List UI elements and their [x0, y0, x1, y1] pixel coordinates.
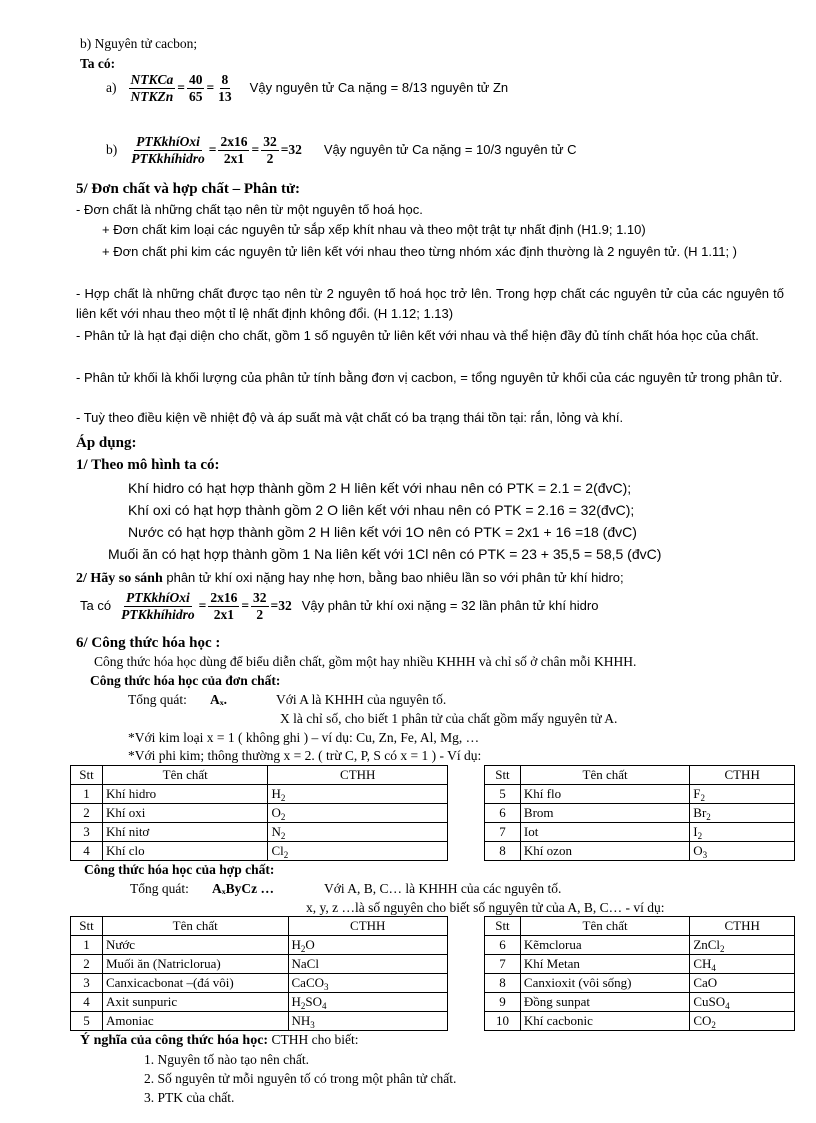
cell-cthh	[690, 804, 795, 823]
heading-so-sanh-bold: 2/ Hãy so sánh	[76, 571, 163, 586]
formula-symbol: SO	[305, 994, 323, 1009]
formula-subscript: 4	[725, 1001, 730, 1011]
cell-ten-chat: Nước	[102, 936, 288, 955]
cell-cthh	[288, 1012, 448, 1031]
heading-y-nghia-rest: CTHH cho biết:	[268, 1032, 359, 1047]
section-5-heading: 5/ Đơn chất và hợp chất – Phân tử:	[76, 181, 300, 197]
fraction-den: 2	[266, 150, 274, 166]
cell-cthh	[690, 1012, 795, 1031]
cell-ten-chat: Khí flo	[520, 785, 689, 804]
text-xyz: x, y, z …là số nguyên cho biết số nguyên tử của A, B, C… - ví dụ:	[306, 900, 665, 915]
cell-ten-chat: Amoniac	[102, 1012, 288, 1031]
formula-subscript: 2	[706, 812, 711, 822]
formula-subscript: 2	[300, 1001, 306, 1011]
line-muoi-an: Muối ăn có hạt hợp thành gồm 1 Na liên kết với 1Cl nên có PTK = 23 + 35,5 = 58,5 (đvC)	[108, 546, 662, 562]
cell-ten-chat: Muối ăn (Natriclorua)	[102, 955, 288, 974]
formula-symbol: O	[271, 805, 281, 820]
equation-c-result: =32	[270, 597, 292, 613]
cell-stt: 5	[485, 785, 521, 804]
table-header-row	[485, 917, 795, 936]
heading-b-cacbon: b) Nguyên tử cacbon;	[80, 36, 198, 51]
cell-cthh	[690, 842, 795, 861]
equation-b: b) $\frac{\text{PTKkhíOxi}}{\text{PTKkhíhidro}}$ = $\frac{2x16}{2x1}$ = $\frac{32}{2}$ =32 Vậy nguyên tử Ca nặng = 10/3 nguyên tử C	[106, 134, 577, 166]
equation-c-text: Vậy phân tử khí oxi nặng = 32 lần phân tử khí hidro	[301, 598, 599, 614]
formula-subscript: 3	[324, 982, 329, 992]
header-cthh: CTHH	[288, 917, 448, 936]
formula-symbol: H	[291, 994, 301, 1009]
heading-y-nghia-bold: Ý nghĩa của công thức hóa học:	[80, 1033, 269, 1048]
table-row	[485, 785, 795, 804]
fraction-den: 2x1	[213, 606, 234, 622]
label-tong-quat-2: Tổng quát:	[130, 881, 189, 896]
formula-symbol: Br	[693, 805, 707, 820]
cell-cthh	[268, 785, 448, 804]
formula-subscript: 2	[280, 793, 286, 803]
header-ten-chat: Tên chất	[102, 766, 268, 785]
table-row	[71, 993, 448, 1012]
formula-ax: Aₓ.	[210, 692, 227, 707]
cell-stt: 4	[71, 993, 103, 1012]
formula-symbol: H	[271, 786, 281, 801]
cell-ten-chat: Brom	[520, 804, 689, 823]
header-stt: Stt	[71, 917, 103, 936]
cell-stt: 9	[485, 993, 521, 1012]
heading-mo-hinh: 1/ Theo mô hình ta có:	[76, 457, 220, 473]
cell-ten-chat: Axit sunpuric	[102, 993, 288, 1012]
cell-ten-chat: Khí clo	[102, 842, 268, 861]
fraction-den: NTKZn	[130, 88, 174, 104]
heading-so-sanh-rest: phân tử khí oxi nặng hay nhẹ hơn, bằng bao nhiêu lần so với phân tử khí hidro;	[162, 570, 624, 585]
fraction-32-2	[261, 134, 279, 166]
formula-symbol: CaCO	[291, 975, 324, 990]
cell-ten-chat: Canxicacbonat –(đá vôi)	[102, 974, 288, 993]
formula-symbol: F	[693, 786, 701, 801]
cell-cthh	[690, 993, 795, 1012]
formula-symbol: CuSO	[693, 994, 726, 1009]
table-row	[485, 955, 795, 974]
cell-stt: 2	[71, 955, 103, 974]
table-row	[485, 1012, 795, 1031]
label-ta-co: Ta có:	[80, 56, 116, 71]
table-row	[71, 1012, 448, 1031]
formula-subscript: 2	[283, 850, 289, 860]
y-nghia-2: 2. Số nguyên tử mỗi nguyên tố có trong một phân tử chất.	[144, 1071, 457, 1086]
cell-cthh	[268, 804, 448, 823]
cell-cthh	[288, 955, 448, 974]
formula-symbol: CaO	[693, 975, 718, 990]
equation-a: a) $\frac{\text{NTKCa}}{\text{NTKZn}}$ = $\frac{40}{65}$ = $\frac{8}{13}$ Vậy nguyên tử Ca nặng = 8/13 nguyên tử Zn	[106, 72, 509, 104]
fraction-ntk	[129, 72, 176, 104]
cell-cthh	[288, 993, 448, 1012]
cell-cthh	[268, 842, 448, 861]
table-row	[71, 804, 448, 823]
formula-symbol: I	[693, 824, 698, 839]
cell-stt: 5	[71, 1012, 103, 1031]
cell-stt: 3	[71, 974, 103, 993]
paragraph-phi-kim: + Đơn chất phi kim các nguyên tử liên kết với nhau theo từng nhóm xác định thường là 2 nguyên tử. (H 1.11; )	[102, 244, 738, 259]
formula-symbol: ZnCl	[693, 937, 721, 952]
formula-subscript: 2	[700, 793, 706, 803]
cell-cthh	[690, 785, 795, 804]
header-cthh: CTHH	[268, 766, 448, 785]
table-row	[485, 842, 795, 861]
equation-c: Ta có $\frac{\text{PTKkhíOxi}}{\text{PTKkhíhidro}}$ = $\frac{2x16}{2x1}$ = $\frac{32}{2}$ =32 Vậy phân tử khí oxi nặng = 32 lần phân tử khí hidro	[80, 590, 599, 622]
cell-cthh	[268, 823, 448, 842]
formula-subscript: 2	[300, 944, 306, 954]
fraction-num: 32	[253, 590, 267, 605]
cell-ten-chat: Canxioxit (vôi sống)	[520, 974, 689, 993]
header-ten-chat: Tên chất	[520, 917, 689, 936]
text-phi-kim: *Với phi kim; thông thường x = 2. ( trừ C, P, S có x = 1 ) - Ví dụ:	[128, 748, 482, 763]
table-hop-chat-left	[70, 916, 448, 1031]
text-x-chi-so: X là chỉ số, cho biết 1 phân tử của chất gồm mấy nguyên tử A.	[280, 711, 618, 726]
formula-symbol: NH	[291, 1013, 311, 1028]
formula-axbycz: AₓByCz …	[212, 881, 274, 896]
paragraph-phan-tu-khoi: - Phân tử khối là khối lượng của phân tử tính bằng đơn vị cacbon, = tổng nguyên tử khối của các nguyên tử trong phân tử.	[76, 370, 783, 385]
formula-symbol: N	[271, 824, 281, 839]
header-cthh: CTHH	[690, 766, 795, 785]
cell-stt: 7	[485, 823, 521, 842]
heading-ap-dung: Áp dụng:	[76, 435, 137, 451]
fraction-den: PTKkhíhidro	[131, 150, 205, 166]
formula-symbol: O	[305, 937, 315, 952]
fraction-num: 2x16	[210, 590, 238, 605]
formula-subscript: 3	[702, 850, 708, 860]
table-don-chat-right	[484, 765, 795, 861]
fraction-num: PTKkhíOxi	[136, 134, 200, 149]
heading-so-sanh	[76, 570, 624, 588]
cell-stt: 10	[485, 1012, 521, 1031]
formula-subscript: 2	[711, 1020, 716, 1030]
section-6-heading: 6/ Công thức hóa học :	[76, 635, 221, 651]
heading-don-chat: Công thức hóa học của đơn chất:	[90, 673, 281, 688]
equation-b-result: =32	[280, 141, 302, 157]
cell-stt: 1	[71, 785, 103, 804]
line-khi-oxi: Khí oxi có hạt hợp thành gồm 2 O liên kết với nhau nên có PTK = 2.16 = 32(đvC);	[128, 502, 635, 518]
formula-symbol: CH	[693, 956, 712, 971]
fraction-2x16	[218, 134, 249, 166]
formula-symbol: NaCl	[291, 956, 319, 971]
cell-stt: 6	[485, 936, 521, 955]
cell-stt: 2	[71, 804, 103, 823]
y-nghia-3: 3. PTK của chất.	[144, 1090, 235, 1105]
fraction-8-13	[216, 72, 234, 104]
table-row	[71, 974, 448, 993]
cell-stt: 7	[485, 955, 521, 974]
fraction-2x16	[208, 590, 239, 622]
fraction-32-2	[251, 590, 269, 622]
formula-symbol: CO	[693, 1013, 712, 1028]
cell-cthh	[690, 955, 795, 974]
formula-symbol: Cl	[271, 843, 284, 858]
cell-ten-chat: Đồng sunpat	[520, 993, 689, 1012]
paragraph-phan-tu: - Phân tử là hạt đại diện cho chất, gồm 1 số nguyên tử liên kết với nhau và thể hiện đầy đủ tính chất hóa học của chất.	[76, 328, 759, 343]
heading-y-nghia	[80, 1032, 358, 1050]
equation-b-label: b)	[106, 141, 118, 157]
fraction-den: 13	[218, 88, 232, 104]
cell-stt: 4	[71, 842, 103, 861]
table-row	[485, 823, 795, 842]
table-hop-chat-right	[484, 916, 795, 1031]
line-khi-hidro: Khí hidro có hạt hợp thành gồm 2 H liên kết với nhau nên có PTK = 2.1 = 2(đvC);	[128, 480, 632, 496]
formula-subscript: 2	[280, 831, 286, 841]
cell-ten-chat: Khí oxi	[102, 804, 268, 823]
fraction-num: 2x16	[220, 134, 248, 149]
table-row	[485, 936, 795, 955]
table-row	[485, 993, 795, 1012]
cell-cthh	[690, 936, 795, 955]
cell-stt: 3	[71, 823, 103, 842]
fraction-num: NTKCa	[130, 72, 174, 87]
table-row	[71, 785, 448, 804]
equation-b-text: Vậy nguyên tử Ca nặng = 10/3 nguyên tử C	[323, 142, 577, 158]
table-row	[485, 974, 795, 993]
header-stt: Stt	[485, 766, 521, 785]
cell-cthh	[690, 823, 795, 842]
table-header-row	[71, 917, 448, 936]
paragraph-hop-chat: - Hợp chất là những chất được tạo nên từ 2 nguyên tố hoá học trở lên. Trong hợp chất các nguyên tử của các nguyên tố liên kết với nhau theo một tỉ lệ nhất định không đổi. (H 1.12; 1.13)	[76, 286, 784, 321]
heading-hop-chat: Công thức hóa học của hợp chất:	[84, 862, 275, 877]
formula-subscript: 2	[720, 944, 725, 954]
table-header-row	[485, 766, 795, 785]
cell-stt: 8	[485, 974, 521, 993]
table-row	[71, 936, 448, 955]
cell-cthh	[288, 936, 448, 955]
equation-a-text: Vậy nguyên tử Ca nặng = 8/13 nguyên tử Zn	[249, 80, 509, 96]
cell-stt: 6	[485, 804, 521, 823]
paragraph-don-chat: - Đơn chất là những chất tạo nên từ một nguyên tố hoá học.	[76, 202, 423, 217]
formula-subscript: 4	[711, 963, 716, 973]
header-ten-chat: Tên chất	[520, 766, 689, 785]
formula-subscript: 2	[697, 831, 703, 841]
fraction-num: 8	[221, 72, 229, 87]
paragraph-kim-loai: + Đơn chất kim loại các nguyên tử sắp xếp khít nhau và theo một trật tự nhất định (H1.9; 1.10)	[102, 222, 646, 237]
cell-ten-chat: Khí nitơ	[102, 823, 268, 842]
line-nuoc: Nước có hạt hợp thành gồm 2 H liên kết với 1O nên có PTK = 2x1 + 16 =18 (đvC)	[128, 524, 637, 540]
fraction-den: 2x1	[223, 150, 245, 166]
formula-symbol: H	[291, 937, 301, 952]
cell-ten-chat: Khí ozon	[520, 842, 689, 861]
cell-cthh	[690, 974, 795, 993]
header-ten-chat: Tên chất	[102, 917, 288, 936]
formula-subscript: 4	[322, 1001, 327, 1011]
cell-ten-chat: Khí cacbonic	[520, 1012, 689, 1031]
text-voi-a: Với A là KHHH của nguyên tố.	[276, 692, 447, 707]
text-kim-loai: *Với kim loại x = 1 ( không ghi ) – ví dụ: Cu, Zn, Fe, Al, Mg, …	[128, 730, 480, 745]
cell-stt: 8	[485, 842, 521, 861]
header-stt: Stt	[485, 917, 521, 936]
equation-a-label: a)	[106, 79, 117, 95]
cthh-description: Công thức hóa học dùng để biểu diễn chất, gồm một hay nhiều KHHH và chỉ số ở chân mỗi KHHH.	[94, 654, 637, 669]
header-stt: Stt	[71, 766, 103, 785]
table-row	[71, 955, 448, 974]
y-nghia-1: 1. Nguyên tố nào tạo nên chất.	[144, 1052, 309, 1067]
fraction-den: 65	[188, 88, 203, 104]
cell-ten-chat: Khí hidro	[102, 785, 268, 804]
formula-subscript: 2	[280, 812, 286, 822]
table-header-row	[71, 766, 448, 785]
fraction-den: PTKkhíhidro	[121, 606, 195, 622]
fraction-den: 2	[256, 606, 264, 622]
cell-ten-chat: Iot	[520, 823, 689, 842]
table-row	[485, 804, 795, 823]
fraction-num: 40	[188, 72, 203, 87]
cell-cthh	[288, 974, 448, 993]
fraction-num: 32	[263, 134, 277, 149]
cell-ten-chat: Kẽmclorua	[520, 936, 689, 955]
text-voi-abc: Với A, B, C… là KHHH của các nguyên tố.	[324, 881, 562, 896]
equation-c-label: Ta có	[80, 598, 112, 614]
label-tong-quat-1: Tổng quát:	[128, 692, 187, 707]
table-row	[71, 823, 448, 842]
formula-subscript: 3	[310, 1020, 315, 1030]
fraction-ptk	[129, 134, 207, 166]
cell-ten-chat: Khí Metan	[520, 955, 689, 974]
fraction-40-65	[187, 72, 205, 104]
paragraph-trang-thai: - Tuỳ theo điều kiện về nhiệt độ và áp suất mà vật chất có ba trạng thái tồn tại: rắn, lỏng và khí.	[76, 410, 624, 425]
formula-symbol: O	[693, 843, 703, 858]
table-row	[71, 842, 448, 861]
fraction-ptk	[119, 590, 197, 622]
header-cthh: CTHH	[690, 917, 795, 936]
cell-stt: 1	[71, 936, 103, 955]
fraction-num: PTKkhíOxi	[125, 590, 190, 605]
table-don-chat-left	[70, 765, 448, 861]
